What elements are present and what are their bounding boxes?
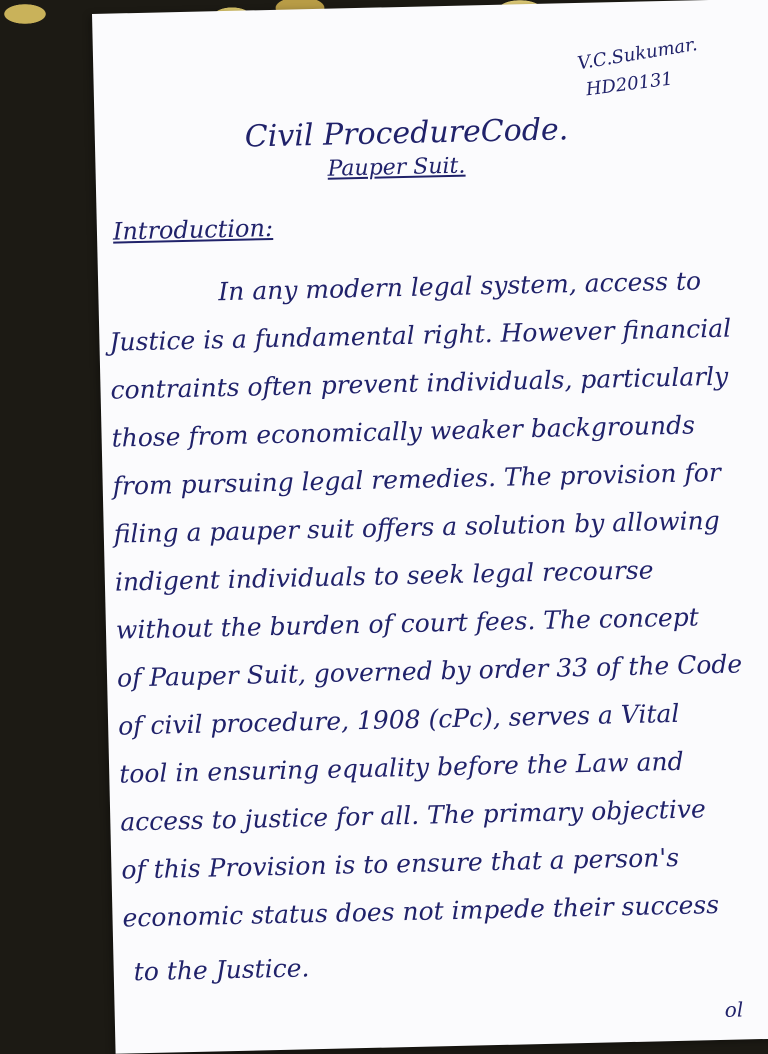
paper-sheet <box>92 0 768 1054</box>
paragraph-line: of Pauper Suit, governed by order 33 of the Code <box>116 649 743 693</box>
author-name: V.C.Sukumar. <box>576 34 699 75</box>
paragraph-line: economic status does not impede their success <box>122 890 720 933</box>
document-title: Civil ProcedureCode. <box>244 112 569 155</box>
paragraph-line: access to justice for all. The primary objective <box>120 794 707 837</box>
author-id: HD20131 <box>584 68 675 101</box>
paragraph-line: indigent individuals to seek legal recourse <box>114 555 654 597</box>
paragraph-line: Justice is a fundamental right. However financial <box>109 313 732 357</box>
paragraph-line: of civil procedure, 1908 (cPc), serves a Vital <box>117 698 680 741</box>
section-heading: Introduction: <box>112 213 274 246</box>
page-corner-mark: ol <box>724 997 744 1022</box>
paragraph-line: to the Justice. <box>133 953 310 987</box>
paragraph-line: contraints often prevent individuals, particularly <box>110 361 729 405</box>
paragraph-line: from pursuing legal remedies. The provision for <box>112 457 722 501</box>
paragraph-line: filing a pauper suit offers a solution by allowing <box>113 505 720 549</box>
document-subtitle: Pauper Suit. <box>327 153 466 182</box>
paragraph-line: of this Provision is to ensure that a person's <box>121 842 680 885</box>
paragraph-line: without the burden of court fees. The concept <box>115 602 700 645</box>
paragraph-line: In any modern legal system, access to <box>218 266 702 307</box>
paragraph-line: those from economically weaker backgrounds <box>111 410 696 453</box>
paragraph-line: tool in ensuring equality before the Law and <box>118 746 684 789</box>
